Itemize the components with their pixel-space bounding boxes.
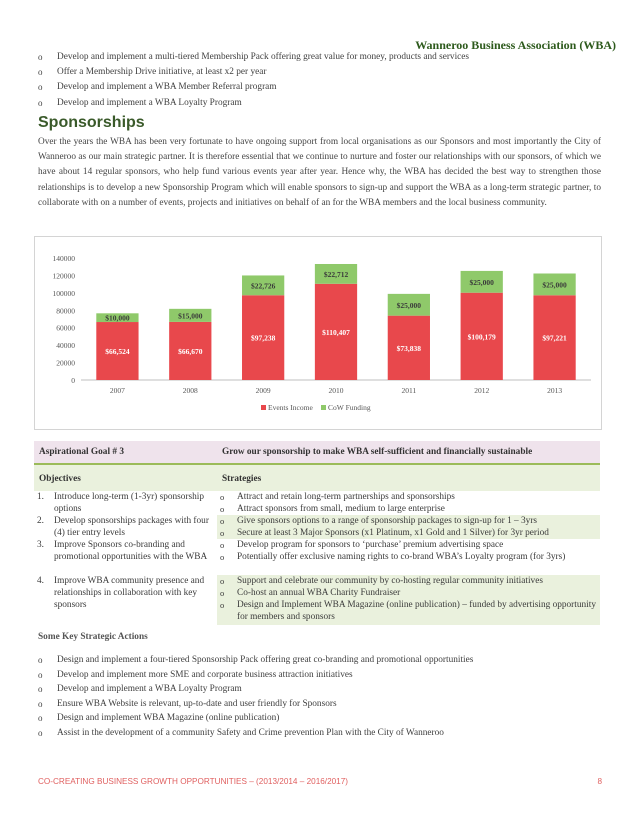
y-tick-label: 20000 [56,358,75,368]
objective-cell: 1. Introduce long-term (1-3yr) sponsorship options [37,492,205,514]
data-label: $73,838 [396,343,422,353]
bullet-icon: o [220,588,225,598]
bullet-icon: o [38,67,43,78]
bullet-icon: o [220,540,225,550]
strategy-item: o Co-host an annual WBA Charity Fundraiser [220,588,401,598]
list-item: o Assist in the development of a community Safety and Crime prevention Plan with the City of Wanneroo [38,726,613,741]
x-tick-label: 2011 [401,386,417,395]
strategies-header: Strategies [222,474,262,484]
y-tick-label: 0 [71,376,75,385]
y-tick-label: 60000 [56,323,75,333]
objectives-header: Objectives [39,474,81,484]
bullet-icon: o [220,516,225,526]
y-tick-label: 100000 [52,288,75,298]
data-label: $97,221 [542,333,567,343]
strategy-item: o Support and celebrate our community by co-hosting regular community initiatives [220,576,543,586]
table-row [34,575,600,625]
data-label: $110,407 [322,327,350,337]
data-label: $66,524 [105,347,130,357]
data-label: $22,726 [250,281,276,291]
bullet-icon: o [220,492,225,502]
strategy-item: o Develop program for sponsors to ‘purchase’ premium advertising space [220,540,504,550]
list-item: o Develop and implement more SME and corporate business attraction initiatives [38,668,613,683]
list-item: o Develop and implement a WBA Loyalty Program [38,682,613,697]
key-actions-list [38,653,613,741]
y-tick-label: 120000 [52,271,75,281]
list-item: o Design and implement WBA Magazine (online publication) [38,711,613,726]
y-tick-label: 80000 [56,306,75,316]
goal-label: Aspirational Goal # 3 [39,447,124,457]
objective-cell: 2. Develop sponsorships packages with four (4) tier entry levels [34,515,217,539]
footer-text: CO-CREATING BUSINESS GROWTH OPPORTUNITIES – (2013/2014 – 2016/2017) [38,777,349,786]
membership-bullet-list [38,50,613,111]
legend-swatch-events-income [261,405,266,410]
bullet-icon: o [38,82,43,93]
list-item: o Develop and implement a WBA Member Referral program [38,80,613,95]
x-tick-label: 2007 [109,386,125,395]
goal-text: Grow our sponsorship to make WBA self-sufficient and financially sustainable [222,447,533,457]
data-label: $15,000 [178,311,203,321]
bullet-icon: o [220,528,225,538]
data-label: $25,000 [542,280,567,290]
list-item: o Offer a Membership Drive initiative, at least x2 per year [38,65,613,80]
data-label: $66,670 [178,346,203,356]
bullet-icon: o [38,684,43,695]
bullet-icon: o [38,655,43,665]
legend-label: Events Income [268,403,313,412]
data-label: $10,000 [105,313,130,323]
strategy-item: o Give sponsors options to a range of sponsorship packages to sign-up for 1 – 3yrs [220,516,538,526]
strategy-cell [217,491,600,515]
chart-canvas [35,237,601,429]
section-title: Sponsorships [38,114,145,131]
data-label: $22,712 [323,269,349,279]
strategy-cell [217,575,600,625]
bullet-icon: o [38,669,43,680]
list-item: o Ensure WBA Website is relevant, up-to-date and user friendly for Sponsors [38,697,613,712]
bullet-icon: o [38,713,43,724]
strategy-item: o Potentially offer exclusive naming rights to co-brand WBA’s Loyalty program (for 3yrs) [220,552,566,562]
bullet-icon: o [220,504,225,514]
data-label: $25,000 [396,300,422,310]
table-header-row [34,465,600,491]
key-actions-title: Some Key Strategic Actions [38,632,148,642]
strategy-cell [217,539,600,563]
list-item: o Design and implement a four-tiered Sponsorship Pack offering great co-branding and promotional opportunities [38,653,613,668]
bullet-icon: o [220,576,225,586]
bullet-icon: o [38,97,43,108]
bullet-icon: o [38,727,43,738]
page-number: 8 [597,777,602,786]
objective-cell: 3. Improve Sponsors co-branding and promotional opportunities with the WBA [37,540,208,562]
strategy-item: o Attract and retain long-term partnerships and sponsorships [220,492,455,502]
objective-cell: 4. Improve WBA community presence and relationships in collaboration with key sponsors [37,576,205,610]
strategy-item: o Attract sponsors from small, medium to large enterprise [220,504,445,514]
bullet-icon: o [220,552,225,562]
strategy-item: o Secure at least 3 Major Sponsors (x1 Platinum, x1 Gold and 1 Silver) for 3yr period [220,528,549,538]
table-row [34,539,600,575]
x-tick-label: 2008 [182,386,198,395]
strategy-item: o Design and Implement WBA Magazine (online publication) – funded by advertising opportunity for members and sponsors [220,600,596,622]
x-tick-label: 2010 [328,386,344,395]
bullet-icon: o [38,52,43,62]
organisation-header: Wanneroo Business Association (WBA) [415,38,616,52]
bullet-icon: o [220,600,225,610]
list-item: o Develop and implement a multi-tiered Membership Pack offering great value for money, products and services [38,50,613,65]
strategy-cell [217,515,600,539]
data-label: $97,238 [250,333,276,343]
y-tick-label: 140000 [52,254,75,263]
bullet-icon: o [38,698,43,709]
list-item: o Develop and implement a WBA Loyalty Program [38,96,613,111]
table-row [34,491,600,515]
data-label: $25,000 [469,277,494,287]
legend-label: CoW Funding [328,403,371,412]
x-tick-label: 2009 [255,386,271,395]
section-paragraph: Over the years the WBA has been very fortunate to have ongoing support from local organisations as our Sponsors and most importantly the City of Wanneroo as our main strategic partner. It is therefore essential that we continue to nurture and foster our relationships with our sponsors, of which we have about 14 regular sponsors, who help fund various events year after year. Hence why, the WBA has decided the best way to strengthen those relationships is to develop a new Sponsorship Program which will enable sponsors to sign-up and support the WBA as a long-term strategic partner, to collaborate with on a number of events, projects and initiatives on behalf of an for the WBA members and the local business community. [38,137,601,208]
data-label: $100,179 [467,332,496,342]
x-tick-label: 2012 [474,386,490,395]
legend-swatch-cow-funding [321,405,326,410]
sponsorship-chart [34,236,602,430]
y-tick-label: 40000 [56,341,75,351]
goal-bar [34,441,600,463]
x-tick-label: 2013 [547,386,563,395]
table-row [34,515,600,539]
